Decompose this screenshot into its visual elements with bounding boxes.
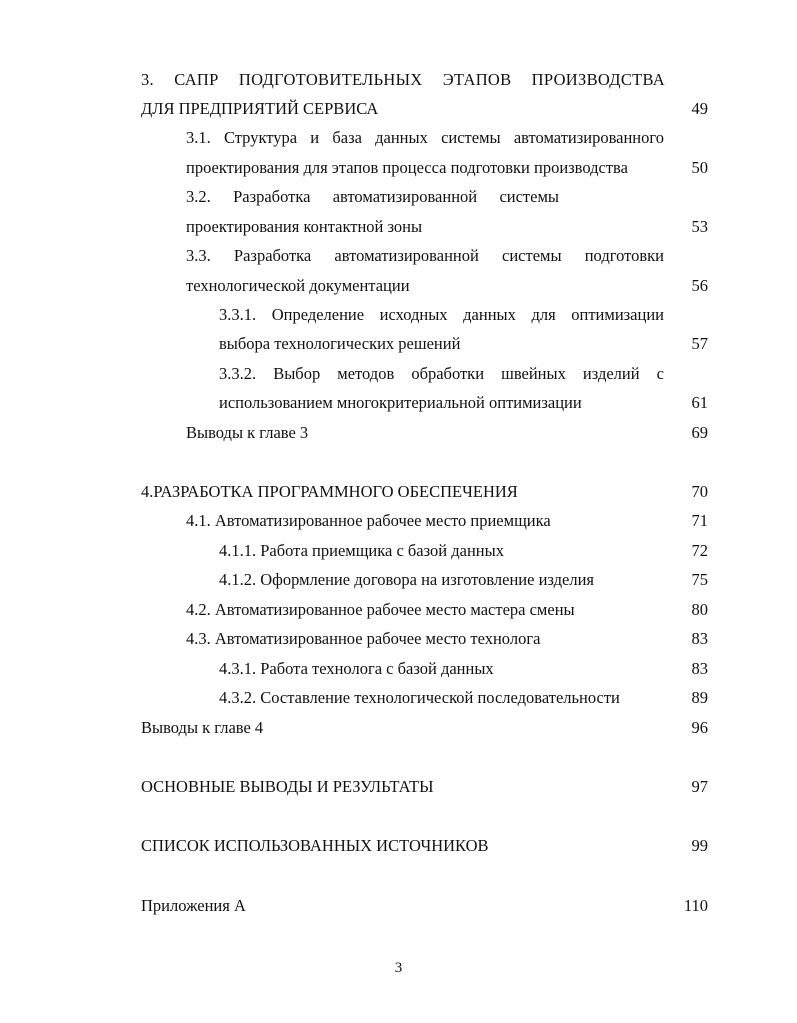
references-page: 99 (691, 836, 708, 855)
section-3-2-title: 3.2. Разработка автоматизированной системы (186, 187, 559, 206)
section-3-3-2-page: 61 (691, 393, 708, 412)
chapter-3-conclusions-page: 69 (691, 423, 708, 442)
section-4-3-title: 4.3. Автоматизированное рабочее место технолога (186, 629, 541, 648)
section-4-3-2-page: 89 (691, 688, 708, 707)
chapter-4-page: 70 (691, 482, 708, 501)
appendix-title: Приложения А (141, 896, 246, 915)
section-4-3-2-title: 4.3.2. Составление технологической последовательности (219, 688, 620, 707)
section-4-3-1-page: 83 (691, 659, 708, 678)
section-3-3-1-page: 57 (691, 334, 708, 353)
section-3-3-title: 3.3. Разработка автоматизированной системы подготовки (186, 246, 664, 265)
section-3-3-page: 56 (691, 276, 708, 295)
section-3-3-2-title: 3.3.2. Выбор методов обработки швейных изделий с (219, 364, 664, 383)
chapter-4-conclusions-page: 96 (691, 718, 708, 737)
appendix-page: 110 (683, 896, 708, 915)
section-3-1-title: 3.1. Структура и база данных системы автоматизированного (186, 128, 664, 147)
section-4-1-2-title: 4.1.2. Оформление договора на изготовление изделия (219, 570, 595, 589)
page-number: 3 (394, 960, 403, 976)
chapter-3-title-cont: ДЛЯ ПРЕДПРИЯТИЙ СЕРВИСА (141, 99, 379, 118)
section-3-3-1-title-cont: выбора технологических решений (219, 334, 461, 353)
chapter-3-page: 49 (691, 99, 708, 118)
section-3-2-title-cont: проектирования контактной зоны (186, 217, 423, 236)
section-4-1-title: 4.1. Автоматизированное рабочее место приемщика (186, 511, 551, 530)
section-4-1-2-page: 75 (691, 570, 708, 589)
references-title: СПИСОК ИСПОЛЬЗОВАННЫХ ИСТОЧНИКОВ (141, 836, 489, 855)
section-4-1-1-page: 72 (691, 541, 708, 560)
section-4-1-1-title: 4.1.1. Работа приемщика с базой данных (219, 541, 504, 560)
chapter-4-title: 4.РАЗРАБОТКА ПРОГРАММНОГО ОБЕСПЕЧЕНИЯ (141, 482, 518, 501)
chapter-4-conclusions: Выводы к главе 4 (141, 718, 264, 737)
section-4-2-page: 80 (691, 600, 708, 619)
section-4-3-page: 83 (691, 629, 708, 648)
chapter-3-conclusions: Выводы к главе 3 (186, 423, 309, 442)
section-3-3-2-title-cont: использованием многокритериальной оптимизации (219, 393, 582, 412)
section-3-2-page: 53 (691, 217, 708, 236)
section-3-1-title-cont: проектирования для этапов процесса подготовки производства (186, 158, 628, 177)
section-4-3-1-title: 4.3.1. Работа технолога с базой данных (219, 659, 494, 678)
section-4-1-page: 71 (691, 511, 708, 530)
main-conclusions-page: 97 (691, 777, 708, 796)
section-3-3-1-title: 3.3.1. Определение исходных данных для оптимизации (219, 305, 664, 324)
main-conclusions-title: ОСНОВНЫЕ ВЫВОДЫ И РЕЗУЛЬТАТЫ (141, 777, 434, 796)
section-4-2-title: 4.2. Автоматизированное рабочее место мастера смены (186, 600, 575, 619)
section-3-3-title-cont: технологической документации (186, 276, 410, 295)
chapter-3-title: 3. САПР ПОДГОТОВИТЕЛЬНЫХ ЭТАПОВ ПРОИЗВОДСТВА (141, 70, 665, 89)
section-3-1-page: 50 (691, 158, 708, 177)
